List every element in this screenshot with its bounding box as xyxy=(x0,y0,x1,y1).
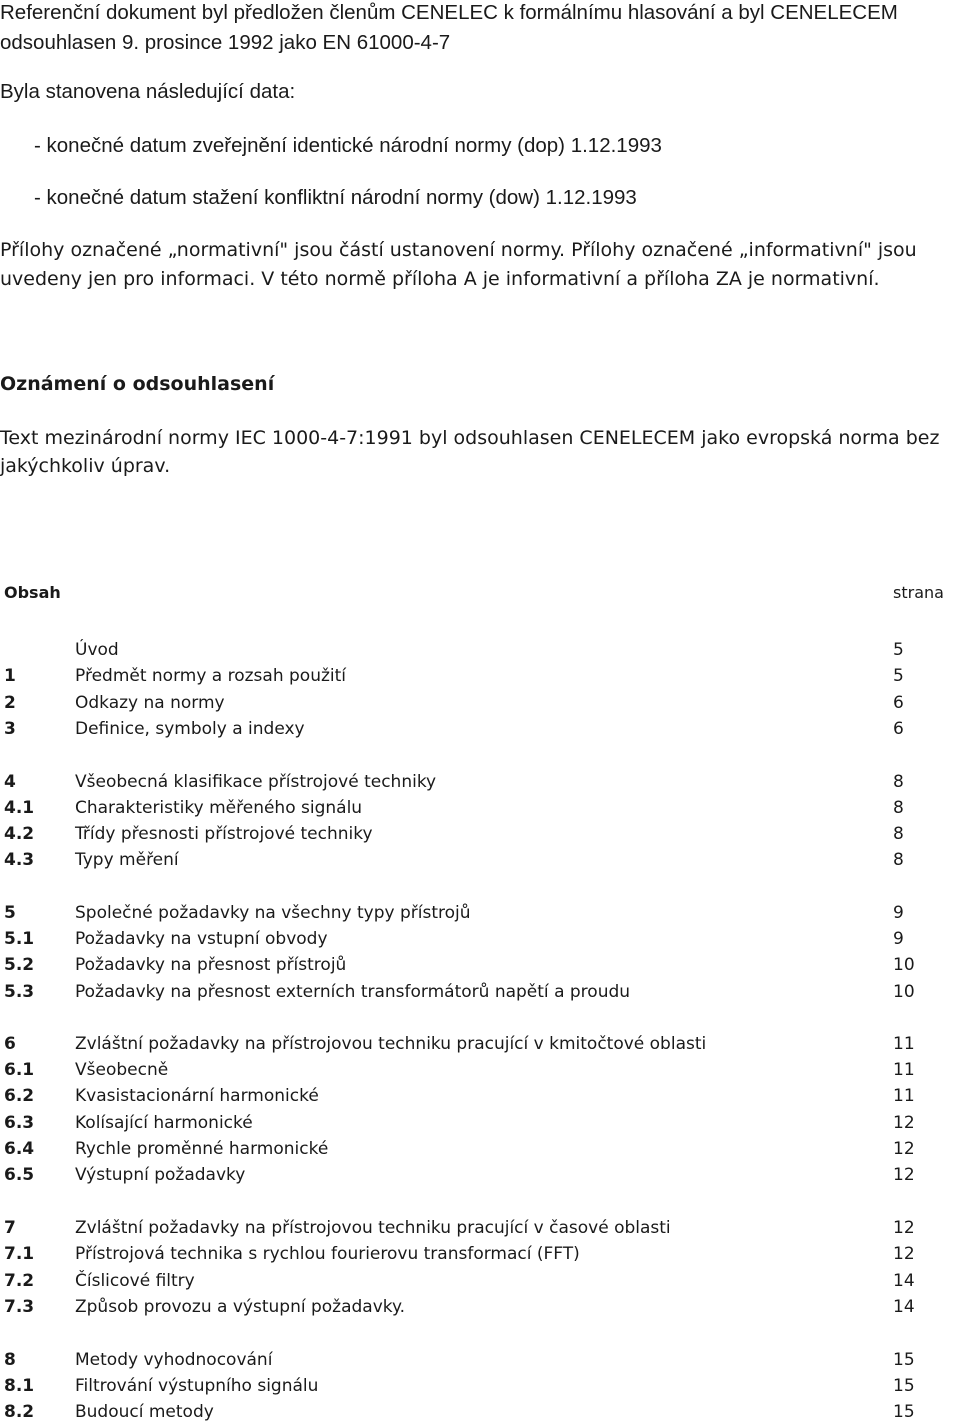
toc-row xyxy=(0,952,960,978)
toc-section-title: Kolísající harmonické xyxy=(75,1113,253,1133)
toc-page-number: 8 xyxy=(893,850,904,870)
toc-section-number: 6.3 xyxy=(4,1113,35,1133)
endorsement-heading: Oznámení o odsouhlasení xyxy=(0,373,275,395)
intro-line-2: odsouhlasen 9. prosince 1992 jako EN 61000-4-7 xyxy=(0,31,451,54)
toc-page-number: 9 xyxy=(893,929,904,949)
toc-row xyxy=(0,1110,960,1136)
toc-section-title: Odkazy na normy xyxy=(75,693,225,713)
toc-page-number: 8 xyxy=(893,798,904,818)
toc-page-number: 10 xyxy=(893,955,915,975)
toc-row xyxy=(0,1031,960,1057)
toc-row xyxy=(0,663,960,689)
toc-section-number: 3 xyxy=(4,719,16,739)
toc-row xyxy=(0,847,960,873)
toc-row xyxy=(0,1347,960,1373)
toc-page-number: 12 xyxy=(893,1244,915,1264)
toc-section-number: 5.3 xyxy=(4,982,35,1002)
toc-section-number: 8.2 xyxy=(4,1402,35,1422)
toc-section-number: 7.1 xyxy=(4,1244,35,1264)
toc-page-number: 15 xyxy=(893,1402,915,1422)
toc-section-number: 5.1 xyxy=(4,929,35,949)
toc-section-title: Výstupní požadavky xyxy=(75,1165,246,1185)
toc-page-number: 12 xyxy=(893,1113,915,1133)
toc-section-title: Všeobecně xyxy=(75,1060,169,1080)
toc-section-title: Úvod xyxy=(75,640,119,660)
toc-section-title: Požadavky na přesnost přístrojů xyxy=(75,955,347,975)
toc-section-number: 2 xyxy=(4,693,16,713)
toc-header xyxy=(0,580,960,606)
toc-row xyxy=(0,795,960,821)
toc-page-number: 12 xyxy=(893,1139,915,1159)
endorsement-line-1: Text mezinárodní normy IEC 1000-4-7:1991 byl odsouhlasen CENELECEM jako evropská norma bez xyxy=(0,427,940,449)
toc-page-number: 8 xyxy=(893,824,904,844)
toc-section-title: Všeobecná klasifikace přístrojové techniky xyxy=(75,772,437,792)
toc-page-number: 11 xyxy=(893,1034,915,1054)
toc-page-number: 6 xyxy=(893,693,904,713)
toc-section-number: 6.2 xyxy=(4,1086,35,1106)
toc-page-number: 12 xyxy=(893,1218,915,1238)
toc-section-title: Kvasistacionární harmonické xyxy=(75,1086,319,1106)
toc-row xyxy=(0,900,960,926)
toc-section-title: Metody vyhodnocování xyxy=(75,1350,273,1370)
toc-row xyxy=(0,1241,960,1267)
toc-section-title: Společné požadavky na všechny typy přístrojů xyxy=(75,903,471,923)
toc-section-number: 4.1 xyxy=(4,798,35,818)
toc-section-number: 7 xyxy=(4,1218,16,1238)
toc-section-number: 5.2 xyxy=(4,955,35,975)
toc-row xyxy=(0,1373,960,1399)
dop-date: - konečné datum zveřejnění identické národní normy (dop) 1.12.1993 xyxy=(34,134,662,157)
toc-row xyxy=(0,821,960,847)
toc-section-title: Požadavky na vstupní obvody xyxy=(75,929,328,949)
toc-section-title: Přístrojová technika s rychlou fourierovu transformací (FFT) xyxy=(75,1244,580,1264)
toc-page-number: 9 xyxy=(893,903,904,923)
toc-page-number: 5 xyxy=(893,640,904,660)
toc-section-number: 6.5 xyxy=(4,1165,35,1185)
toc-page-number: 15 xyxy=(893,1376,915,1396)
toc-section-title: Způsob provozu a výstupní požadavky. xyxy=(75,1297,406,1317)
annexes-line-2: uvedeny jen pro informaci. V této normě příloha A je informativní a příloha ZA je normativní. xyxy=(0,268,880,290)
intro-line-1: Referenční dokument byl předložen členům CENELEC k formálnímu hlasování a byl CENELECEM xyxy=(0,1,898,24)
toc-section-title: Třídy přesnosti přístrojové techniky xyxy=(75,824,373,844)
toc-section-number: 4.2 xyxy=(4,824,35,844)
annexes-line-1: Přílohy označené „normativní" jsou částí ustanovení normy. Přílohy označené „informativní" jsou xyxy=(0,239,917,261)
toc-title: Obsah xyxy=(4,583,61,602)
dow-date: - konečné datum stažení konfliktní národní normy (dow) 1.12.1993 xyxy=(34,186,637,209)
toc-section-number: 8.1 xyxy=(4,1376,35,1396)
toc-page-number: 8 xyxy=(893,772,904,792)
toc-row xyxy=(0,1162,960,1188)
endorsement-line-2: jakýchkoliv úprav. xyxy=(0,455,171,477)
toc-section-title: Rychle proměnné harmonické xyxy=(75,1139,329,1159)
toc-section-title: Předmět normy a rozsah použití xyxy=(75,666,347,686)
toc-row xyxy=(0,637,960,663)
toc-section-title: Zvláštní požadavky na přístrojovou techniku pracující v kmitočtové oblasti xyxy=(75,1034,707,1054)
toc-row xyxy=(0,1268,960,1294)
toc-row xyxy=(0,1215,960,1241)
dates-intro: Byla stanovena následující data: xyxy=(0,80,296,103)
toc-row xyxy=(0,690,960,716)
toc-section-title: Typy měření xyxy=(75,850,179,870)
toc-section-title: Budoucí metody xyxy=(75,1402,214,1422)
toc-section-title: Charakteristiky měřeného signálu xyxy=(75,798,363,818)
toc-section-number: 7.3 xyxy=(4,1297,35,1317)
toc-row xyxy=(0,979,960,1005)
toc-section-number: 7.2 xyxy=(4,1271,35,1291)
toc-row xyxy=(0,1399,960,1425)
toc-section-number: 8 xyxy=(4,1350,16,1370)
toc-page-number: 11 xyxy=(893,1086,915,1106)
toc-section-number: 1 xyxy=(4,666,16,686)
toc-row xyxy=(0,926,960,952)
toc-section-number: 6 xyxy=(4,1034,16,1054)
toc-section-title: Definice, symboly a indexy xyxy=(75,719,305,739)
toc-page-number: 11 xyxy=(893,1060,915,1080)
toc-section-number: 4 xyxy=(4,772,16,792)
toc-section-number: 6.4 xyxy=(4,1139,35,1159)
toc-page-number: 14 xyxy=(893,1271,915,1291)
toc-page-number: 14 xyxy=(893,1297,915,1317)
toc-section-title: Číslicové filtry xyxy=(75,1271,195,1291)
toc-row xyxy=(0,769,960,795)
toc-row xyxy=(0,716,960,742)
toc-section-title: Zvláštní požadavky na přístrojovou techniku pracující v časové oblasti xyxy=(75,1218,671,1238)
toc-row xyxy=(0,1057,960,1083)
toc-page-number: 5 xyxy=(893,666,904,686)
toc-page-number: 6 xyxy=(893,719,904,739)
toc-section-number: 5 xyxy=(4,903,16,923)
toc-section-title: Filtrování výstupního signálu xyxy=(75,1376,319,1396)
toc-row xyxy=(0,1294,960,1320)
toc-page-number: 15 xyxy=(893,1350,915,1370)
toc-section-number: 4.3 xyxy=(4,850,35,870)
toc-section-number: 6.1 xyxy=(4,1060,35,1080)
toc-row xyxy=(0,1083,960,1109)
toc-page-number: 10 xyxy=(893,982,915,1002)
toc-row xyxy=(0,1136,960,1162)
toc-page-number: 12 xyxy=(893,1165,915,1185)
toc-section-title: Požadavky na přesnost externích transformátorů napětí a proudu xyxy=(75,982,631,1002)
toc-page-column-label: strana xyxy=(893,583,944,602)
